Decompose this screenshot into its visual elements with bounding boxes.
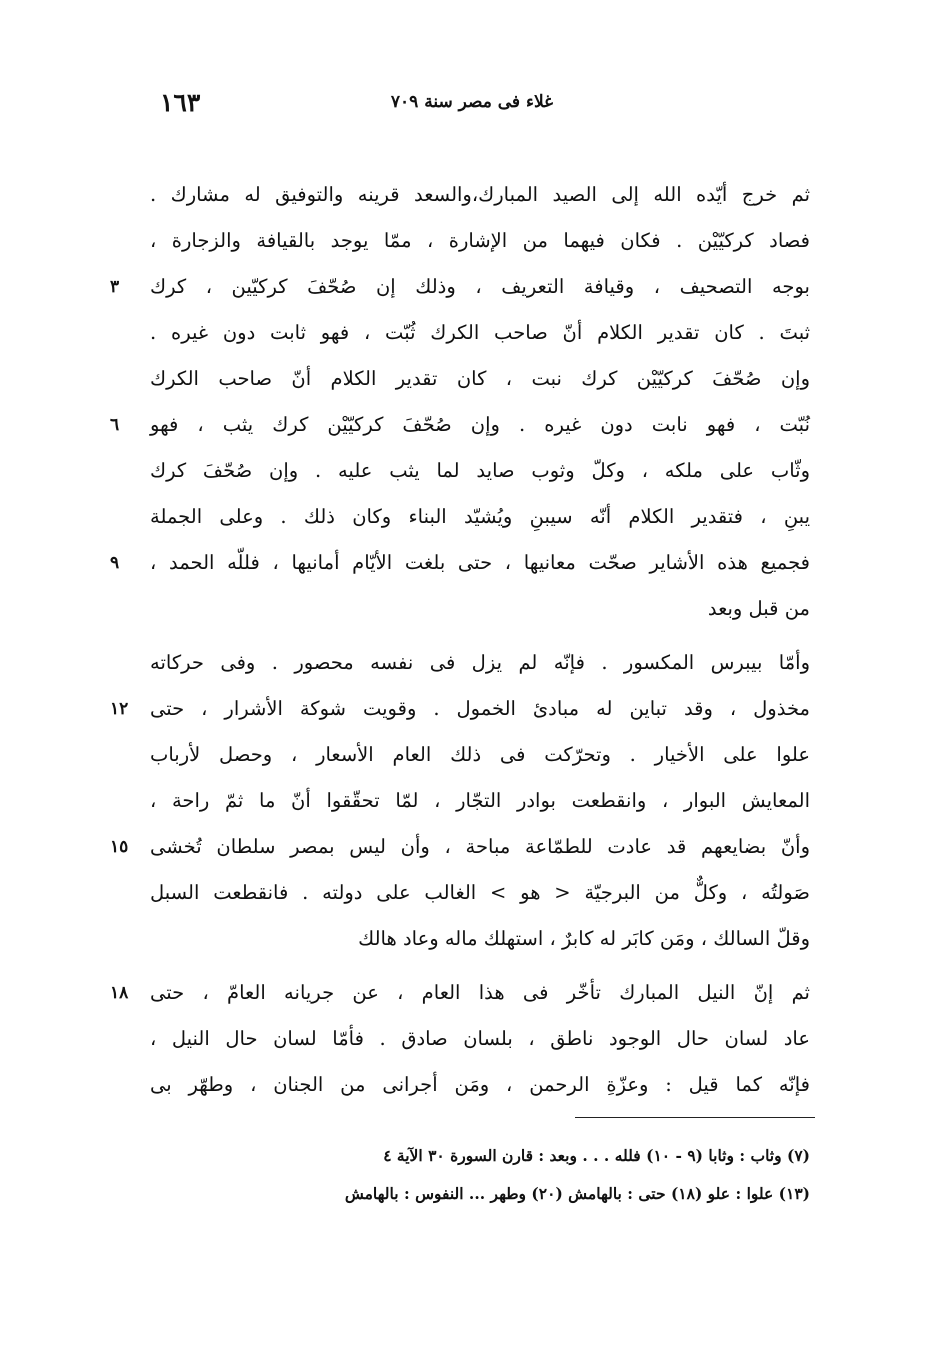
line-number: ١٥: [110, 837, 129, 857]
page-header: [160, 88, 783, 126]
footnotes: [160, 1137, 810, 1213]
text-line-content: فإنّه كما قيل : وعزّةِ الرحمن ، ومَن أجرانى من الجنان ، وطهّر بى: [150, 1073, 810, 1096]
text-line-content: وقلّ السالك ، ومَن كابَر له كابرٌ ، استهلك ماله وعاد هالك: [358, 927, 810, 950]
text-line-content: علوا على الأخيار . وتحرّكت فى ذلك العام الأسعار ، وحصل لأرباب: [150, 743, 810, 766]
text-line-content: ثبتَ . كان تقدير الكلام أنّ صاحب الكرك ثُبّت ، فهو ثابت دون غيره .: [150, 321, 810, 344]
text-line-content: ثم خرج أيّده الله إلى الصيد المبارك،والسعد قرينه والتوفيق له مشارك .: [150, 183, 810, 206]
page-number: ١٦٣: [160, 88, 201, 117]
text-line-content: وإن صُحّفَ كركيّيْن كرك نبت ، كان تقدير الكلام أنّ صاحب الكرك: [150, 367, 810, 390]
text-line: [150, 732, 810, 778]
text-line-content: وأمّا بيبرس المكسور . فإنّه لم يزل فى نفسه محصور . وفى حركاته: [150, 651, 810, 674]
text-line: [110, 540, 810, 586]
line-number: ١٢: [110, 699, 129, 719]
line-number: ١٨: [110, 983, 129, 1003]
text-line: [110, 264, 810, 310]
text-line: [150, 778, 810, 824]
running-title: غلاء فى مصر سنة ٧٠٩: [390, 92, 553, 112]
text-line-content: عاد لسان حال الوجود ناطق ، بلسان صادق . فأمّا لسان حال النيل ،: [150, 1027, 810, 1050]
text-line: [110, 686, 810, 732]
text-line-content: المعايش البوار ، وانقطعت بوادر التجّار ، لمّا تحقّقوا أنّ ما ثمّ راحة ،: [150, 789, 810, 812]
text-line: [150, 448, 810, 494]
text-line-content: صَولتُه ، وكلٌّ من البرجيّة < هو > الغالب على دولته . فانقطعت السبل: [150, 881, 810, 904]
text-line: [150, 586, 810, 632]
text-line-content: من قبل وبعد: [707, 597, 810, 620]
text-line-content: بوجه التصحيف ، وقيافة التعريف ، وذلك إن صُحّفَ كركيّين ، كرك: [150, 275, 810, 298]
text-line: [150, 870, 810, 916]
text-line-content: وثّاب على ملكه ، وكلّ وثوب صايد لما يثب عليه . وإن صُحّفَ كرك: [150, 459, 810, 482]
text-line: [150, 916, 810, 962]
text-line-content: فصاد كركيّيْن . فكان فيهما من الإشارة ، ممّا يوجد بالقيافة والزجارة ،: [150, 229, 810, 252]
text-line-content: ثم إنّ النيل المبارك تأخّر فى هذا العام ، عن جريانه العامّ ، حتى: [150, 981, 810, 1004]
text-line: [110, 824, 810, 870]
footnote-divider: [575, 1117, 815, 1118]
text-line: [150, 218, 810, 264]
main-text: [110, 172, 810, 1108]
text-line: [150, 172, 810, 218]
text-line-content: نُبّت ، فهو نابت دون غيره . وإن صُحّفَ كركيّيْن كرك يثب ، فهو: [150, 413, 810, 436]
text-line: [150, 1016, 810, 1062]
text-line: [110, 970, 810, 1016]
footnote-line: (١٣) علوا : علو (١٨) حتى : بالهامش (٢٠) وطهر ... النفوس : بالهامش: [344, 1184, 810, 1203]
line-number: ٣: [110, 277, 120, 297]
text-line: [150, 494, 810, 540]
paragraph-gap: [150, 962, 810, 970]
text-line: [150, 356, 810, 402]
text-line: [150, 310, 810, 356]
text-line-content: يبنِ ، فتقدير الكلام أنّه سيبنِ ويُشيّد البناء وكان ذلك . وعلى الجملة: [150, 505, 810, 528]
text-line-content: مخذول ، وقد تباين له مبادئ الخمول . وقويت شوكة الأشرار ، حتى: [150, 697, 810, 720]
text-line: [110, 402, 810, 448]
text-line: [150, 1062, 810, 1108]
text-line-content: فجميع هذه الأشاير صحّت معانيها ، حتى بلغت الأيّام أمانيها ، فللّه الحمد ،: [150, 551, 810, 574]
text-line-content: وأنّ بضايعهم قد عادت للطمّاعة مباحة ، وأن ليس بمصر سلطان تُخشى: [150, 835, 810, 858]
line-number: ٩: [110, 553, 120, 573]
footnote-line: (٧) وثاب : وثابا (٩ - ١٠) فلله . . . وبعد : قارن السورة ٣٠ الآية ٤: [383, 1146, 810, 1165]
text-line: [150, 640, 810, 686]
paragraph-gap: [150, 632, 810, 640]
line-number: ٦: [110, 415, 120, 435]
